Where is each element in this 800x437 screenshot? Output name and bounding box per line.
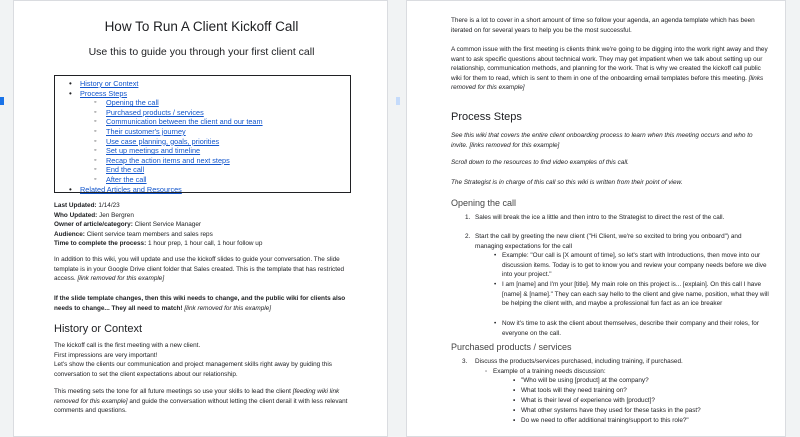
issue-paragraph: A common issue with the first meeting is clients think we're going to be digging into the work right away and they want to ask specific questions about technical work. They may get impatient when we talk about setting up our relationship, communication methods, and planning for the work. That is why we created the kickoff call public wiki for them to read, which is sent to them in one of the onboarding email templates before this meeting. [links removed for this example] [451, 46, 768, 92]
article-metadata: Last Updated: 1/14/23 Who Updated: Jen Bergren Owner of article/category: Client Service Manager Audience: Client service team members and sales reps Time to complete the process: 1 hour prep, 1 hour call, 1 hour follow up [54, 202, 263, 247]
process-paragraph-3: The Strategist is in charge of this call so this wiki is written from their point of view. [451, 179, 683, 186]
doc-subtitle: Use this to guide you through your first client call [88, 46, 315, 58]
list-item: ▪ "Who will be using [product] at the company? [521, 376, 771, 386]
toc-item[interactable]: • Related Articles and Resources [69, 185, 342, 195]
process-paragraph-1: See this wiki that covers the entire client onboarding process to learn when this meeting occurs and who to invite. [links removed for this example] [451, 132, 753, 149]
toc-subitem[interactable]: ◦ After the call [69, 175, 342, 185]
toc-subitem[interactable]: ◦ Opening the call [69, 98, 342, 108]
page-marker-right [396, 97, 400, 105]
agenda-paragraph: There is a lot to cover in a short amount of time so follow your agenda, an agenda template which has been iterated on for several years to help you be the most successful. [451, 17, 755, 34]
page-marker-left [0, 97, 4, 105]
table-of-contents [54, 75, 351, 193]
doc-title: How To Run A Client Kickoff Call [104, 19, 299, 34]
document-page-right [406, 0, 786, 437]
list-item: • Now it's time to ask the client about themselves, describe their company and their roles, for everyone on the call. [502, 319, 772, 338]
step-number: 2. [465, 233, 471, 240]
toc-subitem[interactable]: ◦ Use case planning, goals, priorities [69, 137, 342, 147]
history-paragraph: The kickoff call is the first meeting with a new client. First impressions are very important! Let's show the clients our communication and project management skills right away by guiding this conversation to set the client expectations about our relationship. [54, 342, 332, 378]
toc-subitem[interactable]: ◦ End the call [69, 165, 342, 175]
step-1-text: Sales will break the ice a little and then intro to the Strategist to direct the rest of the call. [475, 214, 725, 221]
list-item: ▪ What is their level of experience with [product]? [521, 396, 771, 406]
step-3-text: Discuss the products/services purchased, including training, if purchased. [475, 358, 683, 365]
toc-item[interactable]: • Process Steps [69, 89, 342, 99]
step-number: 1. [465, 214, 471, 221]
process-heading: Process Steps [451, 111, 522, 123]
list-item: ▪ What tools will they need training on? [521, 386, 771, 396]
process-paragraph-2: Scroll down to the resources to find video examples of this call. [451, 159, 629, 166]
toc-subitem[interactable]: ◦ Communication between the client and our team [69, 117, 342, 127]
toc-subitem[interactable]: ◦ Their customer's journey [69, 127, 342, 137]
purchased-heading: Purchased products / services [451, 342, 572, 352]
list-item: ◦ Example of a training needs discussion: [493, 367, 763, 377]
step-number: 3. [462, 358, 468, 365]
list-item: • I am [name] and I'm your [title]. My main role on this project is... [explain]. On this call I have [name] & [name]." They can each say hello to the client and give name, position, what they will be helping the client with, and maybe a professional fun fact as an ice breaker [502, 280, 772, 309]
opening-heading: Opening the call [451, 198, 517, 208]
list-item: ▪ What other systems have they used for these tasks in the past? [521, 406, 771, 416]
toc-subitem[interactable]: ◦ Recap the action items and next steps [69, 156, 342, 166]
toc-subitem[interactable]: ◦ Purchased products / services [69, 108, 342, 118]
toc-subitem[interactable]: ◦ Set up meetings and timeline [69, 146, 342, 156]
list-item: • Example: "Our call is [X amount of time], so let's start with Introductions, then move into our discussion items. Today is to get to know you and review your company needs before we dive into your project." [502, 251, 772, 280]
intro-paragraph: In addition to this wiki, you will update and use the kickoff slides to guide your conversation. The slide template is in your Google Drive client folder that Sales created. This is the template that has restricted access. [link removed for this example] [54, 256, 345, 282]
list-item: ▪ Do we need to offer additional training/support to this role?" [521, 416, 771, 426]
history-heading: History or Context [54, 323, 143, 335]
toc-item[interactable]: • History or Context [69, 79, 342, 89]
warning-paragraph: If the slide template changes, then this wiki needs to change, and the public wiki for clients also needs to change... They all need to match! [link removed for this example] [54, 295, 346, 312]
step-2-text: Start the call by greeting the new client ("Hi Client, we're so excited to bring you onboard") and managing expectations for the call [475, 233, 742, 250]
tone-paragraph: This meeting sets the tone for all future meetings so use your skills to lead the client [feeding wiki link removed for this example] and guide the conversation without letting the client derail it with less relevant comments and questions. [54, 388, 348, 414]
document-page-left [13, 0, 388, 437]
